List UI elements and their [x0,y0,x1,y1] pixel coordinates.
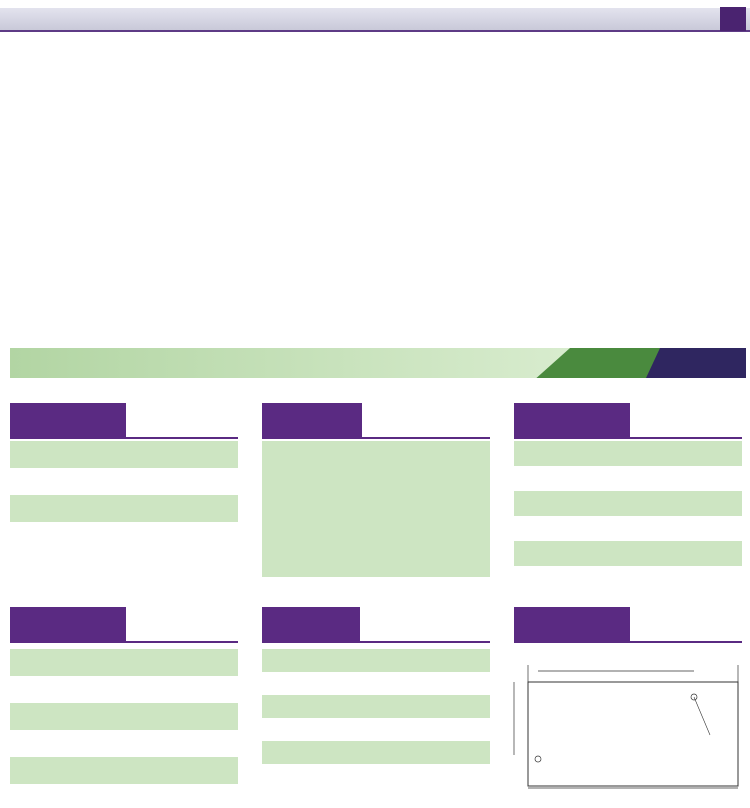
table-row [262,695,490,719]
table-row [262,649,490,673]
tech-spec-banner [10,348,746,378]
table-row [262,672,490,696]
page-header [0,0,750,40]
table-row [514,566,742,592]
page-number [720,7,746,31]
header-bar [0,8,750,32]
table-row [10,676,238,704]
table-row [262,560,490,578]
table-row [262,718,490,742]
table-row [10,649,238,677]
table-row [10,757,238,785]
table-row [262,509,490,527]
list-item [20,140,24,154]
table-row [10,441,238,469]
table-row [514,466,742,492]
table-row [262,543,490,561]
panel-title [262,403,362,439]
table-row [10,730,238,758]
mechanical-drawing [510,655,746,795]
panel-title [262,607,360,643]
list-item [20,98,24,112]
panel-title [514,403,630,439]
table-row [262,458,490,476]
panel-title [514,607,630,643]
list-item [20,119,24,133]
table-row [514,516,742,542]
table-row [262,764,490,788]
table-row [262,492,490,510]
table-row [514,541,742,567]
list-item [20,273,24,287]
table-row [514,441,742,467]
list-item [20,252,24,266]
table-row [262,441,490,459]
table-row [514,491,742,517]
table-row [262,475,490,493]
table-row [262,741,490,765]
panel-title [10,607,126,643]
list-item [20,77,24,91]
list-item [20,161,24,175]
table-row [10,703,238,731]
table-row [10,522,238,550]
table-row [10,468,238,496]
list-item [20,182,24,196]
panel-title [10,403,126,439]
table-row [10,495,238,523]
table-row [262,526,490,544]
